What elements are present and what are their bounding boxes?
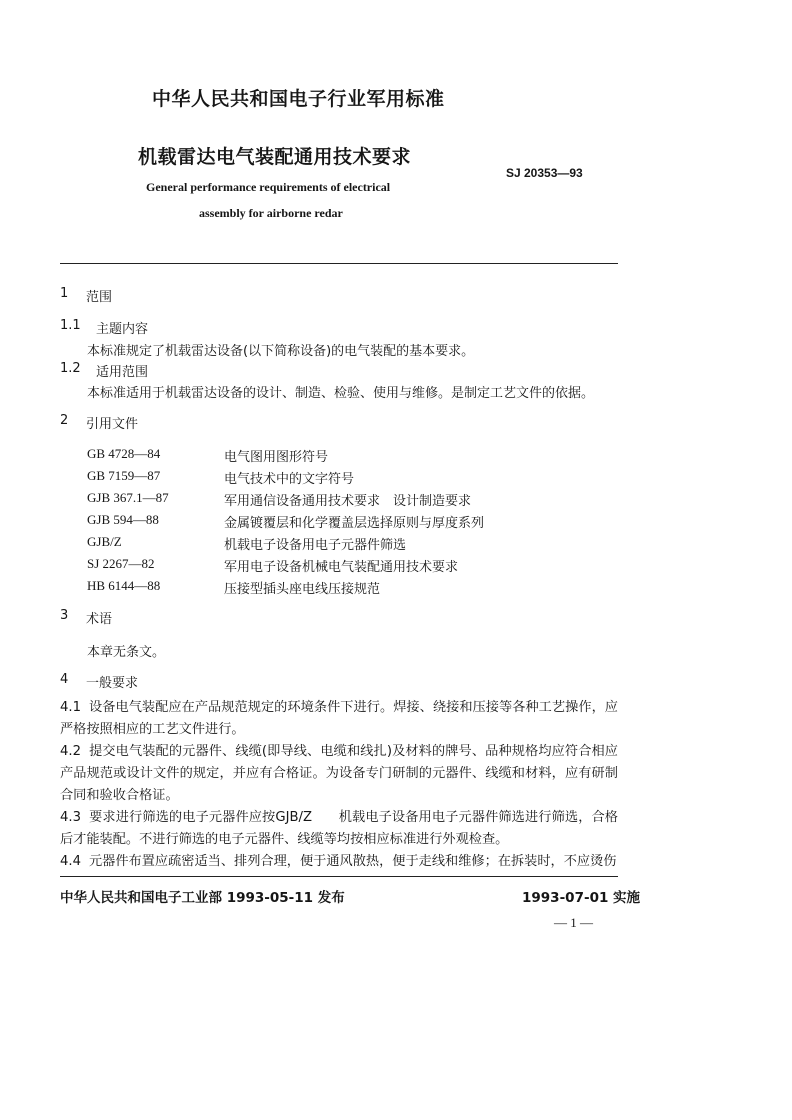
reference-name: 机载电子设备用电子元器件筛选 [224,538,407,553]
reference-code: GB 4728—84 [87,446,161,461]
paragraph-text: 要求进行筛选的电子元器件应按GJB/Z 机载电子设备用电子元器件筛选进行筛选，合格后才能装配。不进行筛选的电子元器件、线缆等均按相应标准进行外观检查。 [60,810,618,847]
section-3-title: 术语 [86,612,113,627]
section-4-title: 一般要求 [86,676,139,691]
page-number: — 1 — [554,915,593,930]
section-1-1-title: 主题内容 [96,322,149,337]
reference-name: 军用通信设备通用技术要求 设计制造要求 [224,494,472,509]
paragraph-4-1 [60,697,618,741]
section-1-title: 范围 [86,290,113,305]
section-3-text: 本章无条文。 [87,645,166,660]
paragraph-number: 4.2 [60,744,81,759]
paragraph-text: 设备电气装配应在产品规范规定的环境条件下进行。焊接、绕接和压接等各种工艺操作，应严格按照相应的工艺文件进行。 [60,700,618,737]
reference-code: GJB/Z [87,534,122,549]
reference-name: 电气技术中的文字符号 [224,472,355,487]
effective-date: 1993-07-01 实施 [522,890,641,906]
document-title-cn: 机载雷达电气装配通用技术要求 [138,146,412,168]
reference-name: 金属镀覆层和化学覆盖层选择原则与厚度系列 [224,516,485,531]
section-1-number: 1 [60,286,69,301]
paragraph-number: 4.4 [60,854,81,869]
header-divider [60,263,618,264]
standard-code: SJ 20353—93 [506,166,583,180]
section-2-title: 引用文件 [86,417,139,432]
reference-code: HB 6144—88 [87,578,161,593]
reference-name: 压接型插头座电线压接规范 [224,582,381,597]
reference-code: GB 7159—87 [87,468,161,483]
footer-divider [60,876,618,877]
issue-statement: 中华人民共和国电子工业部 1993-05-11 发布 [60,890,345,906]
paragraph-4-4 [60,851,618,873]
paragraph-number: 4.3 [60,810,81,825]
reference-code: GJB 594—88 [87,512,159,527]
section-1-1-number: 1.1 [60,318,81,333]
section-4-number: 4 [60,672,69,687]
paragraph-4-2 [60,741,618,807]
section-1-2-text: 本标准适用于机载雷达设备的设计、制造、检验、使用与维修。是制定工艺文件的依据。 [87,386,595,401]
section-2-number: 2 [60,413,69,428]
reference-code: GJB 367.1—87 [87,490,169,505]
reference-name: 军用电子设备机械电气装配通用技术要求 [224,560,459,575]
section-1-1-text: 本标准规定了机载雷达设备(以下简称设备)的电气装配的基本要求。 [87,344,475,359]
section-1-2-number: 1.2 [60,361,81,376]
section-3-number: 3 [60,608,69,623]
standard-category-title: 中华人民共和国电子行业军用标准 [152,88,445,110]
reference-code: SJ 2267—82 [87,556,155,571]
reference-name: 电气图用图形符号 [224,450,329,465]
paragraph-4-3 [60,807,618,851]
document-title-en-line1: General performance requirements of electrical [146,180,391,194]
paragraph-text: 提交电气装配的元器件、线缆(即导线、电缆和线扎)及材料的牌号、品种规格均应符合相应产品规范或设计文件的规定，并应有合格证。为设备专门研制的元器件、线缆和材料，应有研制合同和验收合格证。 [60,744,618,803]
paragraph-text: 元器件布置应疏密适当、排列合理，便于通风散热，便于走线和维修；在拆装时，不应烫伤 [88,854,617,869]
section-1-2-title: 适用范围 [96,365,149,380]
paragraph-number: 4.1 [60,700,81,715]
document-title-en-line2: assembly for airborne redar [199,206,343,220]
